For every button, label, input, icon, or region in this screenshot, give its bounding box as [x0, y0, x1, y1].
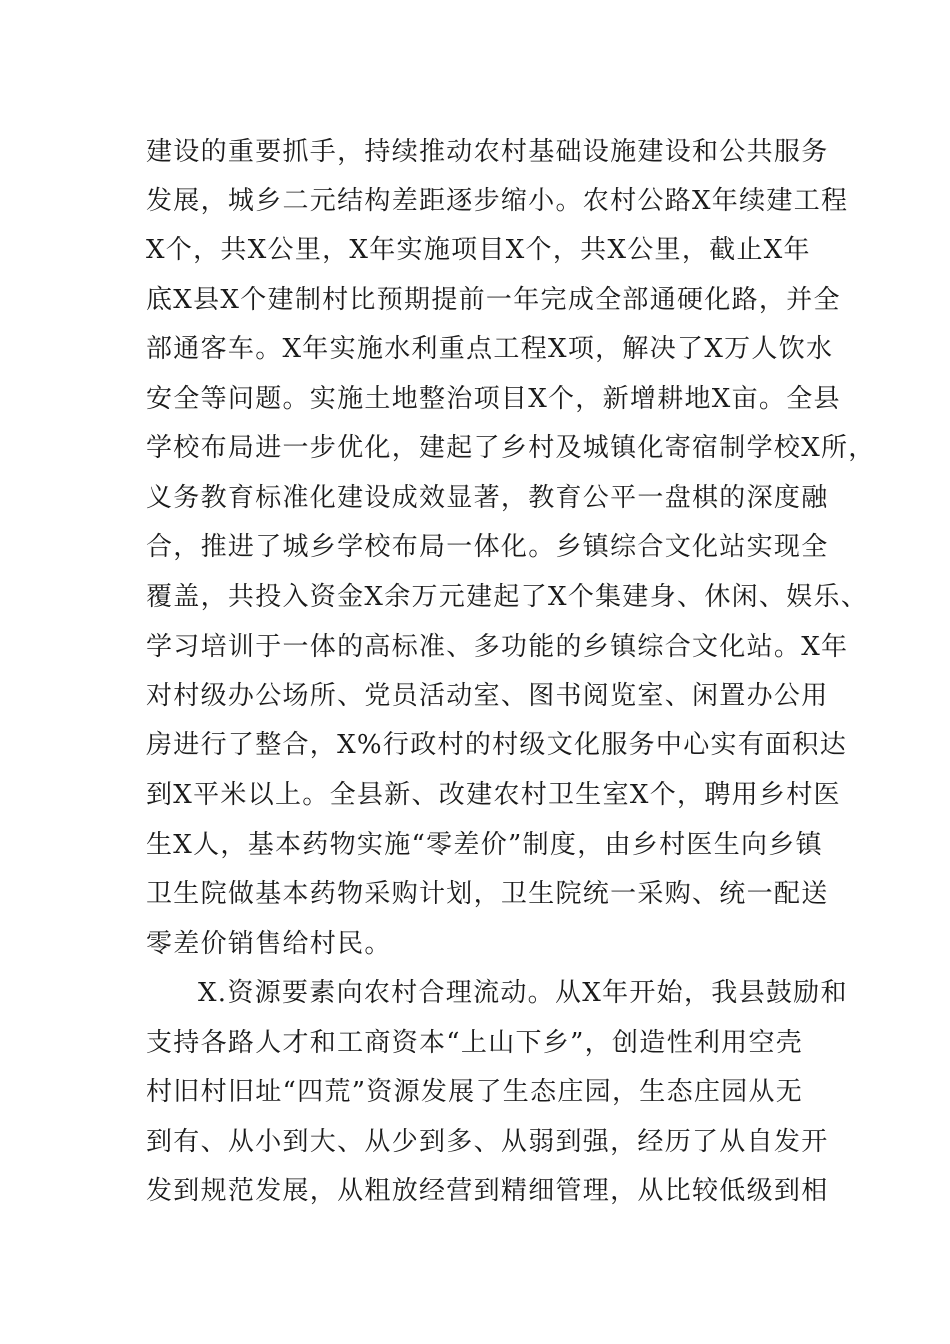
text-line: 支持各路人才和工商资本“上山下乡”，创造性利用空壳 [146, 1028, 804, 1058]
text-line: 村旧村旧址“四荒”资源发展了生态庄园，生态庄园从无 [146, 1077, 804, 1107]
text-line: 建设的重要抓手，持续推动农村基础设施建设和公共服务 [146, 137, 829, 167]
text-line: 部通客车。X年实施水利重点工程X项，解决了X万人饮水 [146, 334, 834, 364]
text-line: 发展，城乡二元结构差距逐步缩小。农村公路X年续建工程 [146, 186, 849, 216]
text-line: 合，推进了城乡学校布局一体化。乡镇综合文化站实现全 [146, 532, 829, 562]
text-line: 学校布局进一步优化，建起了乡村及城镇化寄宿制学校X所， [146, 433, 876, 463]
text-line: 生X人，基本药物实施“零差价”制度，由乡村医生向乡镇 [146, 830, 823, 860]
text-line: X个，共X公里，X年实施项目X个，共X公里，截止X年 [146, 235, 811, 265]
text-line: 到X平米以上。全县新、改建农村卫生室X个，聘用乡村医 [146, 780, 841, 810]
text-line: 底X县X个建制村比预期提前一年完成全部通硬化路，并全 [146, 285, 841, 315]
text-line: 安全等问题。实施土地整治项目X个，新增耕地X亩。全县 [146, 384, 841, 414]
text-line: 房进行了整合，X%行政村的村级文化服务中心实有面积达 [146, 730, 848, 760]
paragraph-first-line: X.资源要素向农村合理流动。从X年开始，我县鼓励和 [198, 978, 848, 1008]
text-line: 到有、从小到大、从少到多、从弱到强，经历了从自发开 [146, 1127, 829, 1157]
text-line: 覆盖，共投入资金X余万元建起了X个集建身、休闲、娱乐、 [146, 582, 869, 612]
text-line: 义务教育标准化建设成效显著，教育公平一盘棋的深度融 [146, 483, 829, 513]
text-line: 卫生院做基本药物采购计划，卫生院统一采购、统一配送 [146, 879, 829, 909]
text-line: 发到规范发展，从粗放经营到精细管理，从比较低级到相 [146, 1176, 829, 1206]
text-line: 学习培训于一体的高标准、多功能的乡镇综合文化站。X年 [146, 632, 849, 662]
text-line: 零差价销售给村民。 [146, 929, 392, 959]
text-line: 对村级办公场所、党员活动室、图书阅览室、闲置办公用 [146, 681, 829, 711]
